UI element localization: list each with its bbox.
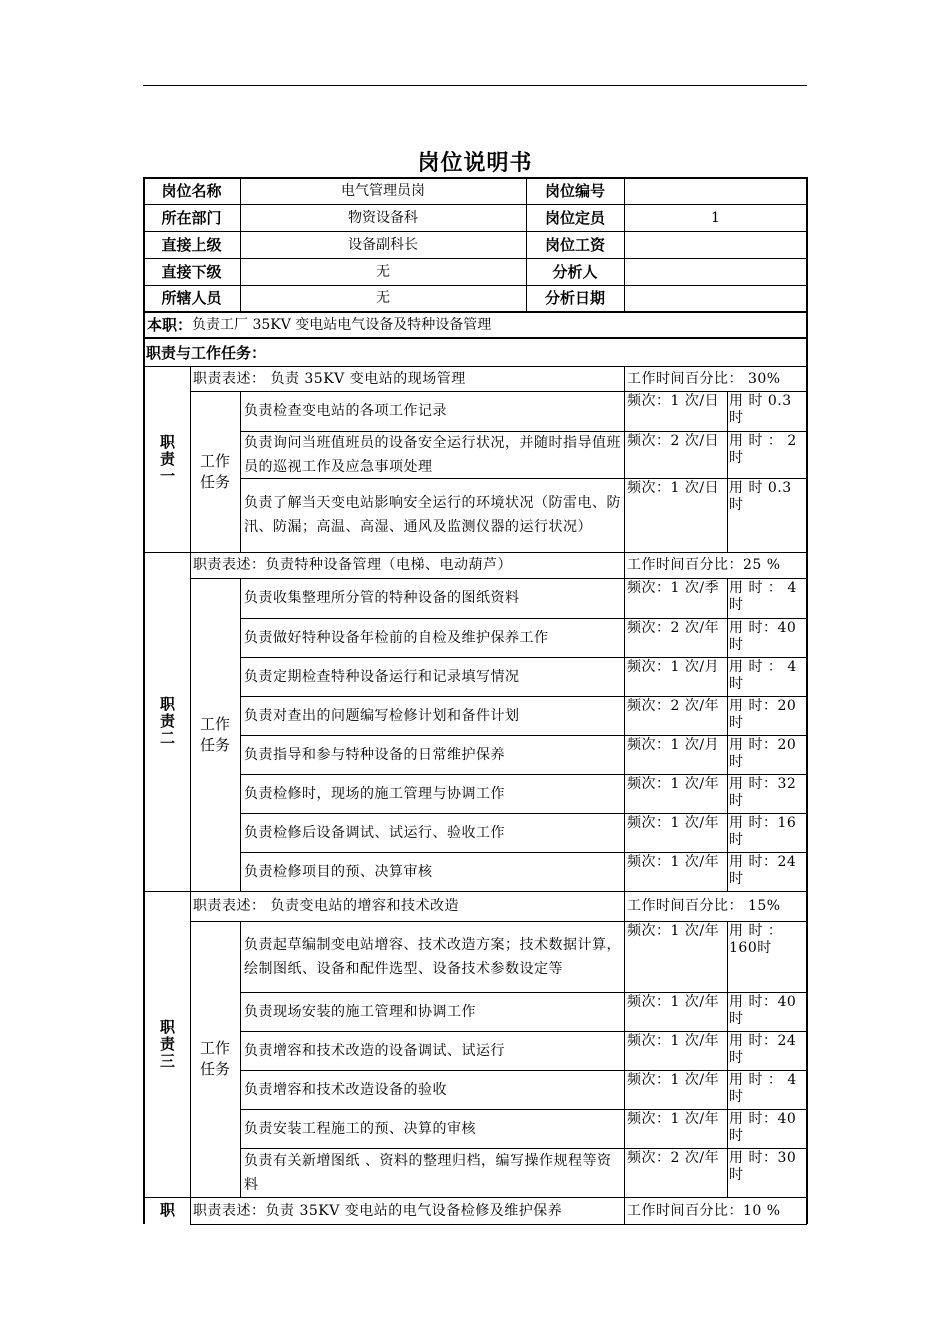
task-hours: 用 时 0.3 时 (729, 393, 792, 426)
task-frequency: 频次：1 次/年 (627, 1111, 720, 1127)
duty-label: 职 (158, 1202, 176, 1219)
header-label: 直接上级 (161, 235, 222, 254)
duty-summary-label: 本职： (147, 315, 193, 334)
task-frequency: 频次：1 次/月 (627, 737, 720, 753)
task-frequency: 频次：2 次/日 (627, 433, 720, 449)
task-description: 负责定期检查特种设备运行和记录填写情况 (244, 668, 520, 685)
time-percentage: 工作时间百分比： 15% (627, 898, 781, 914)
task-hours: 用 时 0.3 时 (729, 480, 792, 513)
task-description: 负责询问当班值班员的设备安全运行状况，并随时指导值班员的巡视工作及应急事项处理 (244, 434, 621, 475)
task-hours: 用 时：40 时 (729, 620, 797, 653)
task-frequency: 频次：2 次/年 (627, 1150, 720, 1166)
task-hours: 用 时 ： 4 时 (729, 1072, 797, 1105)
time-percentage: 工作时间百分比： 30% (627, 370, 781, 387)
header-label: 直接下级 (161, 262, 222, 281)
header-value: 无 (376, 290, 390, 306)
duty-statement: 职责表述： 负责 35KV 变电站的现场管理 (193, 370, 466, 387)
task-description: 负责对查出的问题编写检修计划和备件计划 (244, 707, 520, 724)
header-label: 岗位名称 (161, 181, 222, 200)
time-percentage: 工作时间百分比：25 % (627, 557, 781, 573)
task-description: 负责收集整理所分管的特种设备的图纸资料 (244, 590, 520, 606)
header-value (624, 231, 807, 258)
task-hours: 用 时：24 时 (729, 854, 797, 887)
section-title: 职责与工作任务： (146, 343, 267, 362)
work-tasks-label: 工作 任务 (199, 1039, 230, 1078)
task-hours: 用 时：16 时 (729, 815, 797, 848)
duty-summary-text: 负责工厂 35KV 变电站电气设备及特种设备管理 (192, 316, 492, 333)
task-frequency: 频次：1 次/月 (627, 659, 720, 675)
task-description: 负责起草编制变电站增容、技术改造方案；技术数据计算，绘制图纸、设备和配件选型、设备技术参数设定等 (244, 936, 621, 977)
duty-label: 职责一 (158, 433, 176, 485)
duty-statement: 职责表述：负责特种设备管理（电梯、电动葫芦） (193, 557, 512, 573)
header-label: 岗位编号 (544, 181, 605, 200)
duty-summary (143, 312, 807, 337)
task-description: 负责增容和技术改造的设备调试、试运行 (244, 1042, 505, 1059)
task-hours: 用 时：40 时 (729, 994, 797, 1027)
header-label: 分析日期 (544, 289, 605, 307)
task-description: 负责增容和技术改造设备的验收 (244, 1081, 447, 1098)
task-frequency: 频次：2 次/年 (627, 620, 720, 636)
rule (624, 1197, 625, 1224)
duty-statement: 职责表述：负责 35KV 变电站的电气设备检修及维护保养 (193, 1202, 563, 1219)
task-hours: 用 时：40 时 (729, 1111, 797, 1144)
duty-statement: 职责表述： 负责变电站的增容和技术改造 (193, 898, 459, 914)
task-description: 负责做好特种设备年检前的自检及维护保养工作 (244, 629, 549, 646)
task-hours: 用 时：20 时 (729, 698, 797, 731)
task-frequency: 频次：1 次/年 (627, 994, 720, 1010)
task-frequency: 频次：1 次/日 (627, 393, 720, 409)
work-tasks-label: 工作 任务 (199, 451, 230, 491)
task-frequency: 频次：2 次/年 (627, 698, 720, 714)
duty-label: 职责三 (158, 1018, 176, 1070)
task-description: 负责检修项目的预、决算审核 (244, 863, 433, 880)
header-value: 电气管理员岗 (341, 182, 425, 199)
header-value: 设备副科长 (348, 236, 418, 253)
task-description: 负责安装工程施工的预、决算的审核 (244, 1120, 476, 1137)
header-value: 无 (376, 263, 390, 280)
header-label: 分析人 (552, 262, 598, 281)
task-frequency: 频次：1 次/年 (627, 854, 720, 870)
task-hours: 用 时：30 时 (729, 1150, 797, 1183)
header-rule (143, 85, 807, 86)
task-hours: 用 时：24 时 (729, 1033, 797, 1066)
task-description: 负责检修后设备调试、试运行、验收工作 (244, 824, 505, 841)
task-frequency: 频次：1 次/季 (627, 580, 720, 596)
task-hours: 用 时 ： 4 时 (729, 580, 797, 613)
header-label: 所在部门 (161, 208, 222, 227)
header-value: 1 (711, 209, 720, 226)
task-description: 负责了解当天变电站影响安全运行的环境状况（防雷电、防汛、防漏；高温、高湿、通风及监测仪器的运行状况） (244, 495, 621, 535)
header-label: 岗位工资 (544, 235, 605, 254)
task-hours: 用 时 ： 4 时 (729, 659, 797, 692)
task-description: 负责有关新增图纸 、资料的整理归档，编写操作规程等资料 (244, 1152, 612, 1193)
task-frequency: 频次：1 次/年 (627, 815, 720, 831)
time-percentage: 工作时间百分比：10 % (627, 1202, 781, 1219)
page-title: 岗位说明书 (417, 151, 533, 176)
task-frequency: 频次：1 次/年 (627, 923, 720, 939)
header-value: 物资设备科 (348, 209, 418, 226)
header-value (624, 258, 807, 285)
header-value (624, 285, 807, 311)
task-frequency: 频次：1 次/年 (627, 776, 720, 792)
header-label: 所辖人员 (161, 289, 222, 307)
rule (190, 1224, 807, 1225)
header-label: 岗位定员 (544, 208, 605, 227)
task-description: 负责指导和参与特种设备的日常维护保养 (244, 746, 505, 763)
task-hours: 用 时：20 时 (729, 737, 797, 770)
duty-label: 职责二 (158, 696, 176, 747)
task-hours: 用 时 ： 2 时 (729, 433, 797, 466)
work-tasks-label: 工作 任务 (199, 714, 230, 754)
task-frequency: 频次：1 次/日 (627, 480, 720, 496)
header-value (624, 177, 807, 204)
task-frequency: 频次：1 次/年 (627, 1033, 720, 1049)
task-frequency: 频次：1 次/年 (627, 1072, 720, 1088)
task-description: 负责检查变电站的各项工作记录 (244, 403, 447, 419)
task-description: 负责现场安装的施工管理和协调工作 (244, 1003, 476, 1020)
task-hours: 用 时：32 时 (729, 776, 797, 809)
task-hours: 用 时 ： 160时 (729, 923, 783, 956)
task-description: 负责检修时，现场的施工管理与协调工作 (244, 785, 505, 802)
